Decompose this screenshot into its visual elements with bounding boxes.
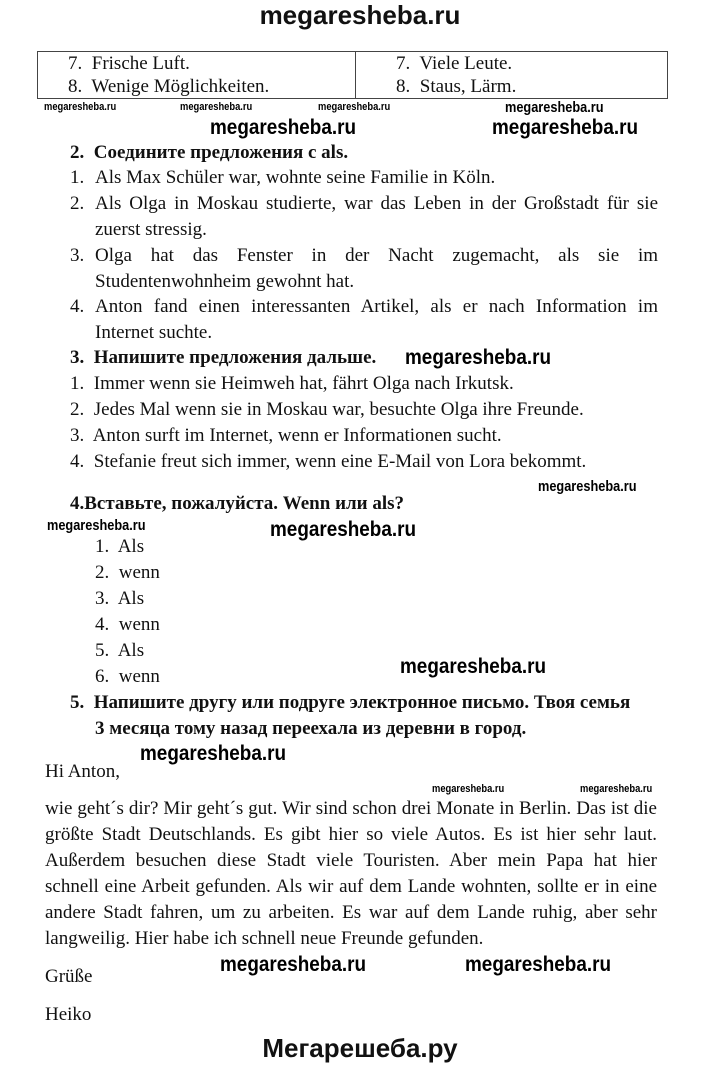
item-number: 3. [70, 245, 85, 266]
sentence: 1. Immer wenn sie Heimweh hat, fährt Olga nach Irkutsk. [70, 373, 514, 394]
answer-item: 1. Als [95, 536, 145, 557]
sentence: Als Olga in Moskau studierte, war das Leben in der Großstadt für sie zuerst stressig. [95, 193, 658, 240]
item-number: 1. [70, 167, 85, 188]
section-2-title: 2. Соедините предложения с als. [70, 142, 349, 163]
watermark: megaresheba.ru [270, 518, 417, 541]
vocab-table [37, 51, 668, 99]
letter-closing: Grüße [45, 966, 93, 987]
letter-greeting: Hi Anton, [45, 761, 120, 782]
table-cell: 7. Frische Luft. [68, 53, 190, 74]
table-cell: 7. Viele Leute. [396, 53, 513, 74]
table-cell: 8. Staus, Lärm. [396, 76, 517, 97]
watermark: megaresheba.ru [210, 116, 357, 139]
watermark: megaresheba.ru [538, 478, 637, 495]
watermark: megaresheba.ru [405, 346, 552, 369]
site-footer: Мегарешеба.ру [262, 1033, 458, 1063]
sentence: Olga hat das Fenster in der Nacht zugemacht, als sie im Studentenwohnheim gewohnt hat. [95, 245, 658, 292]
watermark: megaresheba.ru [318, 101, 391, 113]
answer-item: 2. wenn [95, 562, 160, 583]
letter-body: wie geht´s dir? Mir geht´s gut. Wir sind schon drei Monate in Berlin. Das ist die größte Stadt Deutschlands. Es gibt hier so viele Autos. Es ist hier sehr laut. Außerdem besuchen diese Stadt viele Touristen. Aber mein Papa hat hier schnell eine Arbeit gefunden. Als wir auf dem Lande wohnten, sollte er in eine andere Stadt fahren, um zu arbeiten. Es war auf dem Lande ruhig, aber sehr langweilig. Hier habe ich schnell neue Freunde gefunden. [45, 798, 657, 949]
letter-signature: Heiko [45, 1004, 92, 1025]
item-number: 4. [70, 296, 85, 317]
section-5-title-line2: 3 месяца тому назад переехала из деревни в город. [95, 718, 527, 739]
section-3-title: 3. Напишите предложения дальше. [70, 347, 377, 368]
watermark: megaresheba.ru [180, 101, 253, 113]
watermark: megaresheba.ru [505, 99, 604, 116]
watermark: megaresheba.ru [465, 953, 612, 976]
section-4-title: 4.Вставьте, пожалуйста. Wenn или als? [70, 493, 405, 514]
table-divider [355, 52, 356, 98]
watermark: megaresheba.ru [220, 953, 367, 976]
watermark: megaresheba.ru [400, 655, 547, 678]
watermark: megaresheba.ru [432, 783, 505, 795]
watermark: megaresheba.ru [492, 116, 639, 139]
answer-item: 5. Als [95, 640, 145, 661]
watermark: megaresheba.ru [140, 742, 287, 765]
sentence: 4. Stefanie freut sich immer, wenn eine E-Mail von Lora bekommt. [70, 451, 587, 472]
sentence: 2. Jedes Mal wenn sie in Moskau war, besuchte Olga ihre Freunde. [70, 399, 584, 420]
sentence: Als Max Schüler war, wohnte seine Familie in Köln. [95, 167, 496, 188]
item-number: 2. [70, 193, 85, 214]
section-5-title: 5. Напишите другу или подруге электронное письмо. Твоя семья [70, 692, 631, 713]
site-header: megaresheba.ru [259, 0, 461, 30]
watermark: megaresheba.ru [44, 101, 117, 113]
table-cell: 8. Wenige Möglichkeiten. [68, 76, 270, 97]
answer-item: 4. wenn [95, 614, 160, 635]
sentence: Anton fand einen interessanten Artikel, als er nach Information im Internet suchte. [95, 296, 658, 343]
sentence: 3. Anton surft im Internet, wenn er Informationen sucht. [70, 425, 502, 446]
answer-item: 3. Als [95, 588, 145, 609]
watermark: megaresheba.ru [47, 517, 146, 534]
watermark: megaresheba.ru [580, 783, 653, 795]
answer-item: 6. wenn [95, 666, 160, 687]
